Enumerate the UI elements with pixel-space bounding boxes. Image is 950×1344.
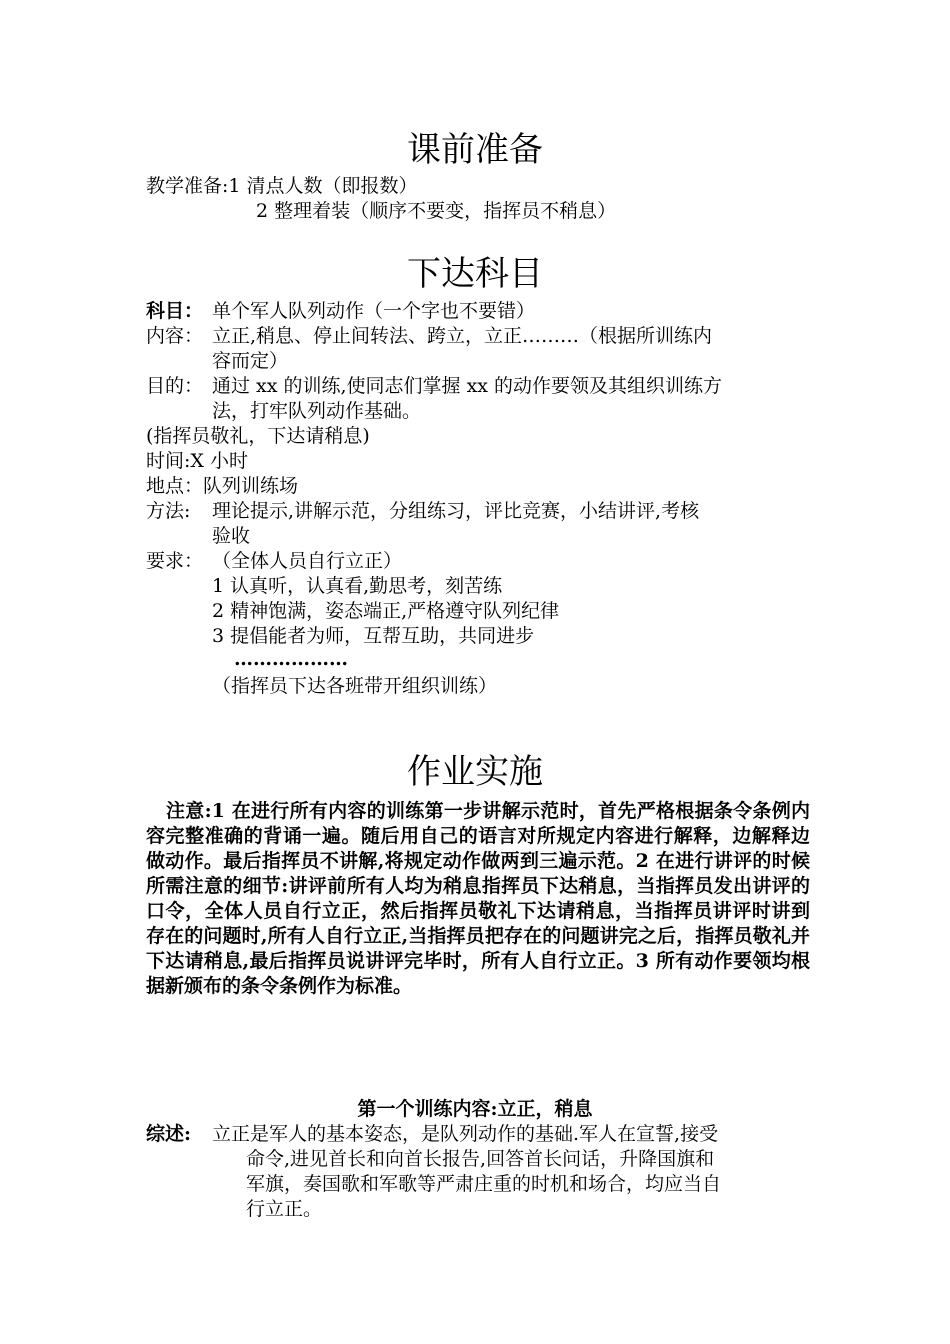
- time-line: 时间:X 小时: [146, 450, 248, 472]
- content-label: 内容：: [146, 325, 204, 347]
- summary-label: 综述:: [146, 1123, 192, 1145]
- purpose-value-line-1: 通过 xx 的训练,使同志们掌握 xx 的动作要领及其组织训练方: [212, 375, 723, 397]
- subject-label: 科目：: [146, 300, 204, 322]
- summary-line-2: 命令,进见首长和向首长报告,回答首长问话，升降国旗和: [246, 1148, 715, 1170]
- requirements-note: （全体人员自行立正）: [212, 550, 403, 572]
- content-value-line-2: 容而定）: [212, 350, 289, 372]
- method-value-line-2: 验收: [212, 525, 251, 547]
- purpose-label: 目的：: [146, 375, 204, 397]
- section-title-prep: 课前准备: [407, 130, 543, 170]
- requirement-item: 2 精神饱满，姿态端正,严格遵守队列纪律: [212, 600, 560, 622]
- method-value-line-1: 理论提示,讲解示范，分组练习，评比竞赛，小结讲评,考核: [212, 500, 700, 522]
- content-value-line-1: 立正,稍息、停止间转法、跨立，立正………（根据所训练内: [212, 325, 713, 347]
- location-line: 地点：队列训练场: [146, 475, 299, 497]
- requirement-ellipsis: ………………: [234, 648, 348, 670]
- section-title-subject: 下达科目: [407, 254, 543, 294]
- purpose-value-line-2: 法，打牢队列动作基础。: [212, 400, 422, 422]
- prep-line-1: 教学准备:1 清点人数（即报数）: [146, 175, 418, 197]
- salute-note: (指挥员敬礼，下达请稍息): [146, 425, 370, 447]
- first-content-title: 第一个训练内容:立正，稍息: [357, 1098, 593, 1120]
- attention-paragraph: 注意:1 在进行所有内容的训练第一步讲解示范时，首先严格根据条令条例内容完整准确的背诵一遍。随后用自己的语言对所规定内容进行解释，边解释边做动作。最后指挥员不讲解,将规定动作做两到三遍示范。2 在进行讲评的时候所需注意的细节:讲评前所有人均为稍息指挥员下达稍息，当指挥员发出讲评的口令，全体人员自行立正，然后指挥员敬礼下达请稍息，当指挥员讲评时讲到存在的问题时,所有人自行立正,当指挥员把存在的问题讲完之后，指挥员敬礼并下达请稍息,最后指挥员说讲评完毕时，所有人自行立正。3 所有动作要领均根据新颁布的条令条例作为标准。: [146, 800, 810, 997]
- prep-line-2: 2 整理着装（顺序不要变，指挥员不稍息）: [256, 200, 617, 222]
- summary-line-3: 军旗，奏国歌和军歌等严肃庄重的时机和场合，均应当自: [246, 1173, 722, 1195]
- requirements-label: 要求：: [146, 550, 204, 572]
- method-label: 方法:: [146, 500, 191, 522]
- requirement-item: 3 提倡能者为师，互帮互助，共同进步: [212, 625, 535, 647]
- subject-value: 单个军人队列动作（一个字也不要错）: [212, 300, 536, 322]
- summary-line-1: 立正是军人的基本姿态，是队列动作的基础.军人在宣誓,接受: [212, 1123, 719, 1145]
- requirement-item: 1 认真听，认真看,勤思考，刻苦练: [212, 575, 503, 597]
- section-title-implementation: 作业实施: [407, 752, 543, 792]
- summary-line-4: 行立正。: [246, 1198, 323, 1220]
- commander-note: （指挥员下达各班带开组织训练）: [212, 675, 498, 697]
